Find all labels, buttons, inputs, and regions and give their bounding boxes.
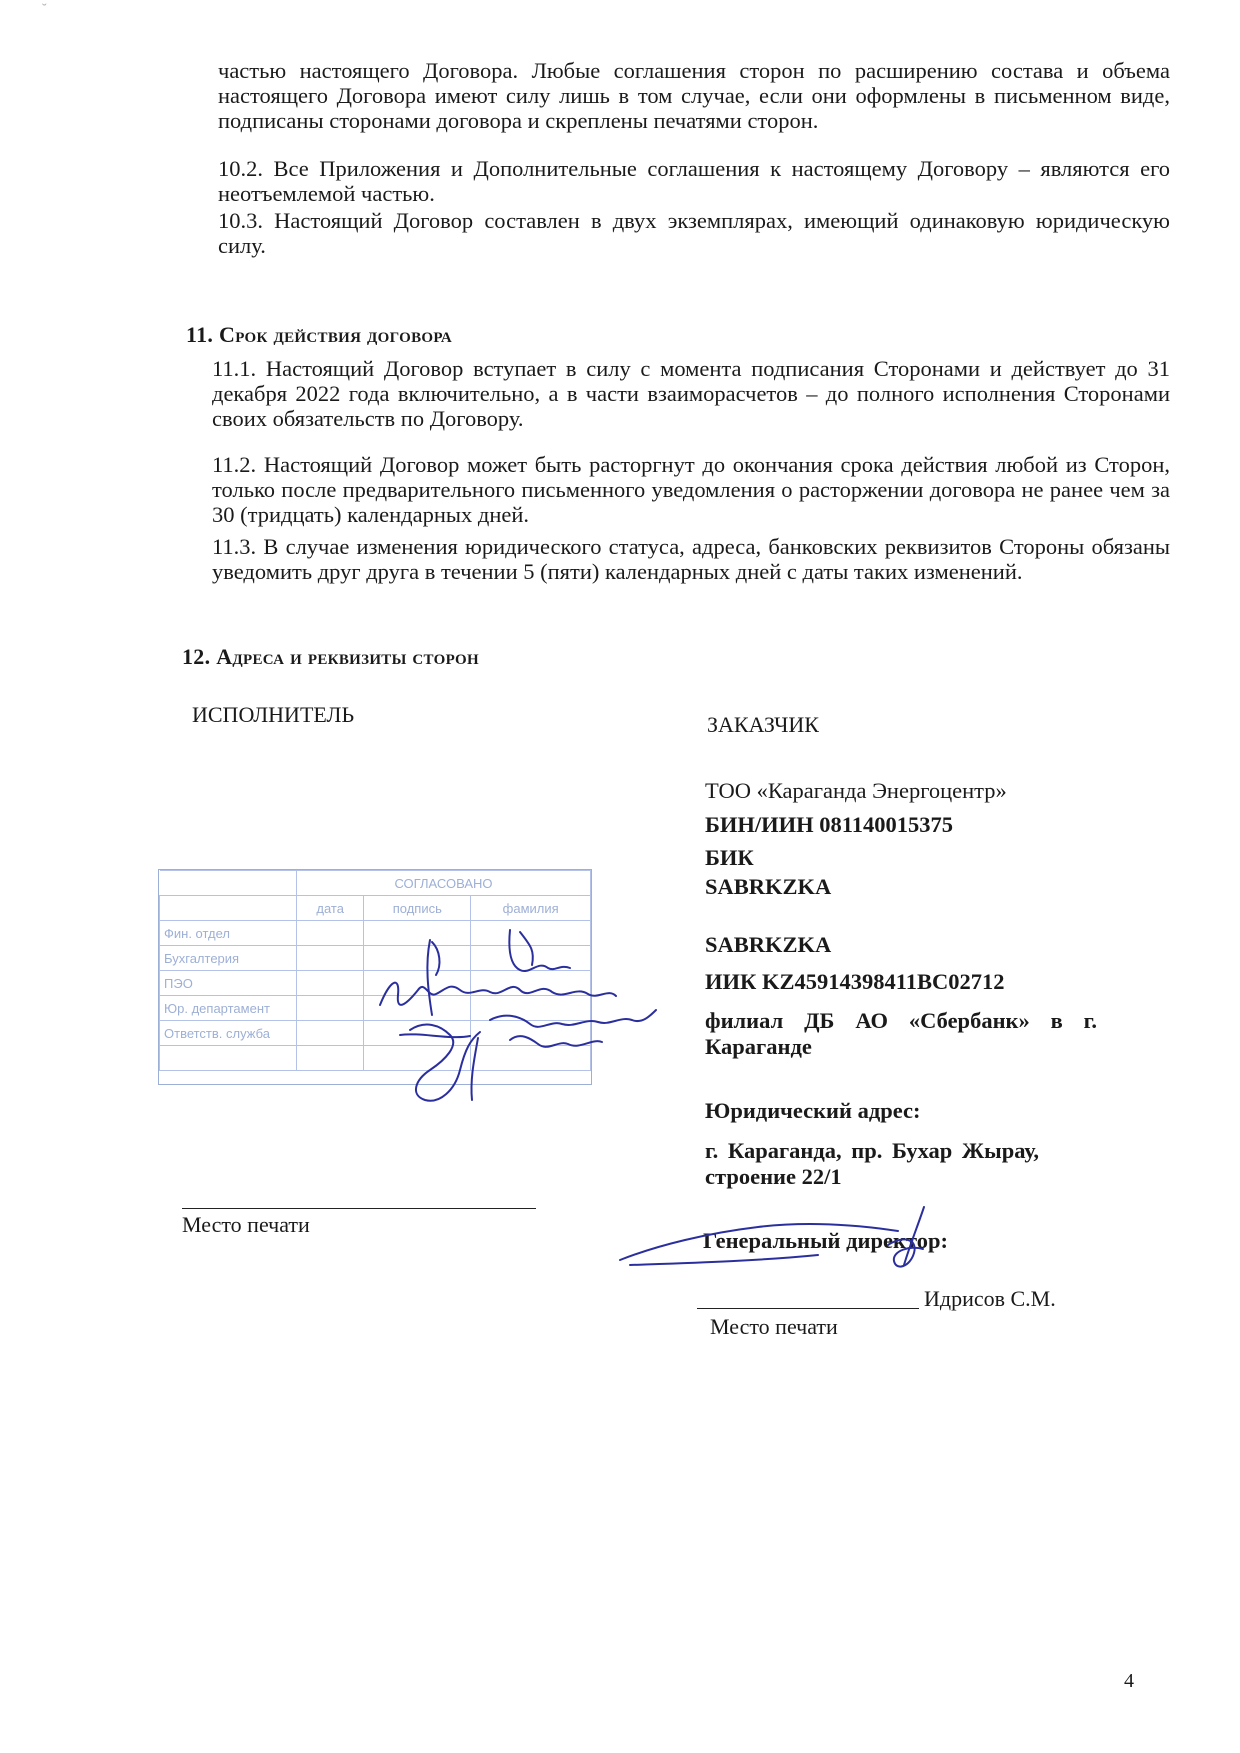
paragraph-10-2: 10.2. Все Приложения и Дополнительные соглашения к настоящему Договору – являются его неотъемлемой частью. <box>218 156 1170 206</box>
customer-bank-line2: Караганде <box>705 1034 812 1059</box>
paragraph-11-2: 11.2. Настоящий Договор может быть расторгнут до окончания срока действия любой из Сторон, только после предварительного письменного уведомления о расторжении договора не ранее чем за 30 (тридцать) календарных дней. <box>212 452 1170 527</box>
section-11-heading <box>186 322 452 348</box>
customer-bik-repeat: SABRKZKA <box>705 932 832 957</box>
director-signature <box>618 1205 948 1285</box>
stamp-col-date: дата <box>297 896 364 921</box>
paragraph-11-1: 11.1. Настоящий Договор вступает в силу с момента подписания Сторонами и действует до 31 декабря 2022 года включительно, а в части взаиморасчетов – до полного исполнения Сторонами своих обязательств по Договору. <box>212 356 1170 431</box>
stamp-row-finance: Фин. отдел <box>160 921 297 946</box>
scan-mark: ˘ <box>42 2 47 17</box>
stamp-row-peo: ПЭО <box>160 971 297 996</box>
stamp-row-legal: Юр. департамент <box>160 996 297 1021</box>
paragraph-10-3: 10.3. Настоящий Договор составлен в двух экземплярах, имеющий одинаковую юридическую силу. <box>218 208 1170 258</box>
director-signature-line <box>697 1308 919 1309</box>
handwritten-signatures <box>370 920 660 1110</box>
stamp-row-responsible: Ответств. служба <box>160 1021 297 1046</box>
page-number: 4 <box>1124 1670 1134 1692</box>
paragraph-10-1-continuation: частью настоящего Договора. Любые соглашения сторон по расширению состава и объема настоящего Договора имеют силу лишь в том случае, если они оформлены в письменном виде, подписаны сторонами договора и скреплены печатями сторон. <box>218 58 1170 133</box>
customer-director-name: Идрисов С.М. <box>924 1286 1056 1311</box>
customer-address-label: Юридический адрес: <box>705 1098 921 1123</box>
stamp-title: СОГЛАСОВАНО <box>297 871 591 896</box>
customer-address-line1: г. Караганда, пр. Бухар Жырау, <box>705 1138 1039 1163</box>
customer-company: ТОО «Караганда Энергоцентр» <box>705 778 1007 803</box>
executor-signature-line <box>182 1208 536 1209</box>
customer-address-line2: строение 22/1 <box>705 1164 842 1189</box>
customer-bik-value: SABRKZKA <box>705 874 832 899</box>
customer-director-label: Генеральный директор: <box>703 1228 948 1253</box>
customer-iik: ИИК KZ45914398411BC02712 <box>705 969 1005 994</box>
customer-bik-label: БИК <box>705 845 754 870</box>
customer-label: ЗАКАЗЧИК <box>707 712 819 737</box>
customer-bank-line1: филиал ДБ АО «Сбербанк» в г. <box>705 1008 1097 1033</box>
section-12-title: Адреса и реквизиты сторон <box>216 644 479 669</box>
paragraph-11-3: 11.3. В случае изменения юридического статуса, адреса, банковских реквизитов Стороны обязаны уведомить друг друга в течении 5 (пяти) календарных дней с даты таких изменений. <box>212 534 1170 584</box>
customer-bin: БИН/ИИН 081140015375 <box>705 812 954 837</box>
executor-seal-place: Место печати <box>182 1212 310 1237</box>
stamp-col-signature: подпись <box>364 896 471 921</box>
stamp-row-accounting: Бухгалтерия <box>160 946 297 971</box>
executor-label: ИСПОЛНИТЕЛЬ <box>192 702 355 727</box>
section-12-heading <box>182 644 479 670</box>
section-12-number: 12. <box>182 644 211 669</box>
stamp-col-surname: фамилия <box>471 896 591 921</box>
section-11-number: 11. <box>186 322 214 347</box>
section-11-title: Срок действия договора <box>219 322 453 347</box>
customer-seal-place: Место печати <box>710 1314 838 1339</box>
